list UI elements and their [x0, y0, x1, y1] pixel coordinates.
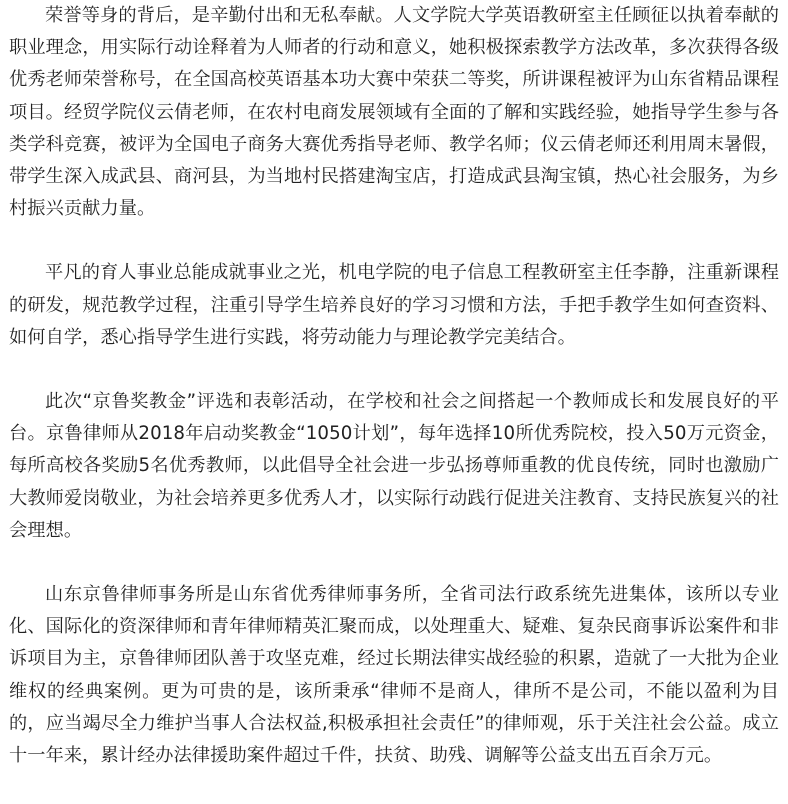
paragraph-teaching: 平凡的育人事业总能成就事业之光，机电学院的电子信息工程教研室主任李静，注重新课程的研发，规范教学过程，注重引导学生培养良好的学习习惯和方法，手把手教学生如何查资料、如何自学，悉心指导学生进行实践，将劳动能力与理论教学完美结合。	[9, 262, 779, 348]
article-body	[9, 0, 779, 804]
paragraph-honors: 荣誉等身的背后，是辛勤付出和无私奉献。人文学院大学英语教研室主任顾征以执着奉献的职业理念，用实际行动诠释着为人师者的行动和意义，她积极探索教学方法改革，多次获得各级优秀老师荣誉称号，在全国高校英语基本功大赛中荣获二等奖，所讲课程被评为山东省精品课程项目。经贸学院仪云倩老师，在农村电商发展领域有全面的了解和实践经验，她指导学生参与各类学科竞赛，被评为全国电子商务大赛优秀指导老师、教学名师；仪云倩老师还利用周末暑假，带学生深入成武县、商河县，为当地村民搭建淘宝店，打造成武县淘宝镇，热心社会服务，为乡村振兴贡献力量。	[9, 5, 779, 220]
paragraph-law-firm: 山东京鲁律师事务所是山东省优秀律师事务所，全省司法行政系统先进集体，该所以专业化、国际化的资深律师和青年律师精英汇聚而成，以处理重大、疑难、复杂民商事诉讼案件和非诉项目为主，京鲁律师团队善于攻坚克难，经过长期法律实战经验的积累，造就了一大批为企业维权的经典案例。更为可贵的是，该所秉承“律师不是商人，律所不是公司，不能以盈利为目的，应当竭尽全力维护当事人合法权益,积极承担社会责任”的律师观，乐于关注社会公益。成立十一年来，累计经办法律援助案件超过千件，扶贫、助残、调解等公益支出五百余万元。	[9, 584, 779, 767]
paragraph-award-program: 此次“京鲁奖教金”评选和表彰活动，在学校和社会之间搭起一个教师成长和发展良好的平台。京鲁律师从2018年启动奖教金“1050计划”，每年选择10所优秀院校，投入50万元资金，每所高校各奖励5名优秀教师，以此倡导全社会进一步弘扬尊师重教的优良传统，同时也激励广大教师爱岗敬业，为社会培养更多优秀人才，以实际行动践行促进关注教育、支持民族复兴的社会理想。	[9, 391, 779, 541]
